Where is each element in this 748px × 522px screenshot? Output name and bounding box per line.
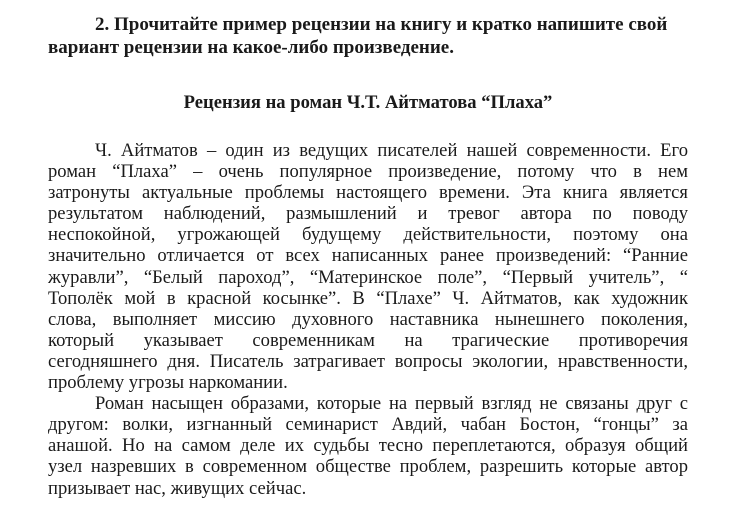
text-line: узел назревших в современном обществе проблем, разрешить которые автор [48,456,688,478]
text-line: роман “Плаха” – очень популярное произведение, потому что в нем [48,161,688,183]
text-line: сегодняшнего дня. Писатель затрагивает вопросы экологии, нравственности, [48,350,688,372]
review-paragraph-1 [48,140,688,393]
text-line: Роман насыщен образами, которые на первый взгляд не связаны друг с [95,393,688,415]
text-line: другом: волки, изгнанный семинарист Авдий, чабан Бостон, “гонцы” за [48,414,688,436]
text-line: журавли”, “Белый пароход”, “Материнское поле”, “Первый учитель”, “ [48,266,688,288]
task-line: вариант рецензии на какое-либо произведение. [48,37,454,58]
task-heading [48,13,688,59]
text-line: который указывает современникам на трагические противоречия [48,329,688,351]
text-line: затронуты актуальные проблемы настоящего времени. Эта книга является [48,182,688,204]
task-line: 2. Прочитайте пример рецензии на книгу и кратко напишите свой [95,14,668,35]
text-line: значительно отличается от всех написанных ранее произведений: “Ранние [48,245,688,267]
text-line: результатом наблюдений, размышлений и тревог автора по поводу [48,203,688,225]
text-line: Тополёк мой в красной косынке”. В “Плахе” Ч. Айтматов, как художник [48,287,688,309]
text-line: Ч. Айтматов – один из ведущих писателей нашей современности. Его [95,140,688,161]
text-line: призывает нас, живущих сейчас. [48,477,307,499]
text-line: анашой. Но на самом деле их судьбы тесно переплетаются, образуя общий [48,435,688,457]
text-line: проблему угрозы наркомании. [48,372,288,394]
text-line: неспокойной, угрожающей будущему действительности, поэтому она [48,224,688,246]
review-title: Рецензия на роман Ч.Т. Айтматова “Плаха” [183,92,553,113]
text-line: слова, выполняет миссию духовного наставника нынешнего поколения, [48,308,688,330]
review-body [48,140,688,499]
review-paragraph-2 [48,393,688,498]
